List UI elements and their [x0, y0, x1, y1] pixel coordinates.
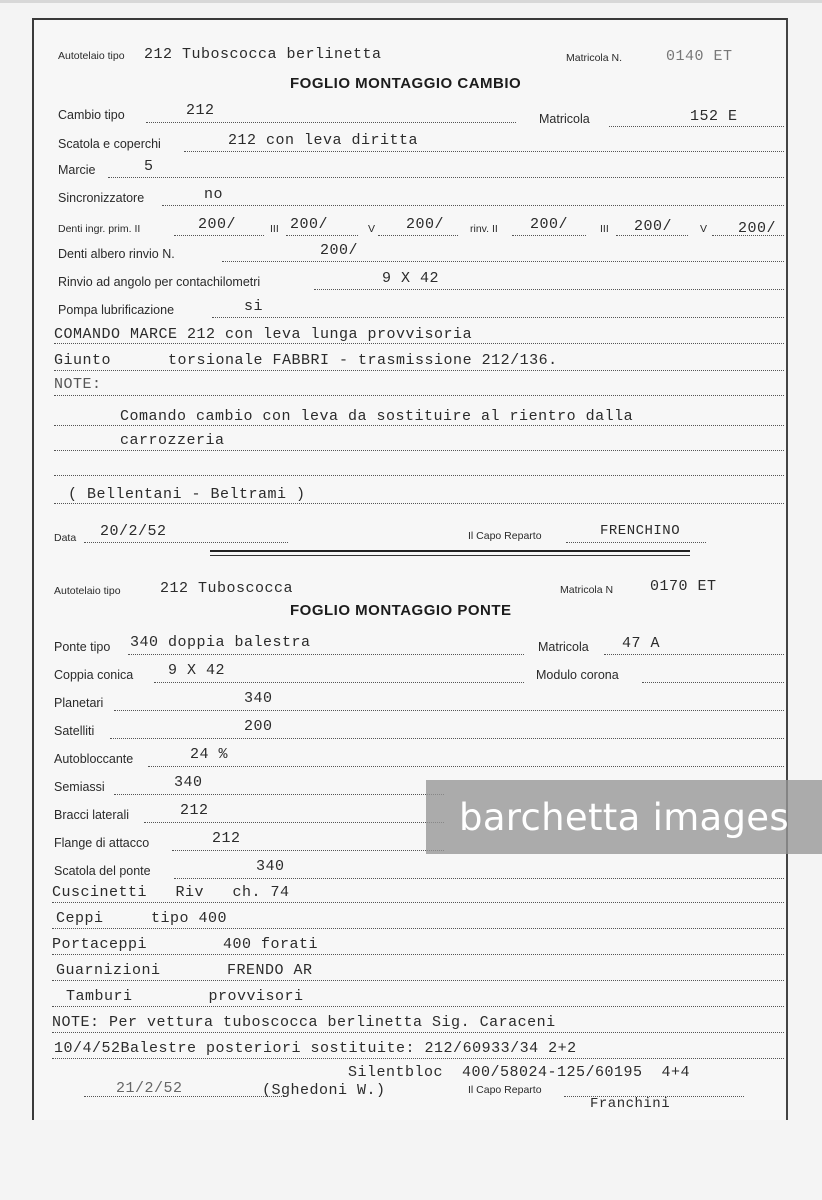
planetari-label: Planetari — [54, 696, 104, 710]
dotted-line — [128, 654, 524, 655]
ponte-autotelaio-value: 212 Tuboscocca — [160, 580, 294, 597]
dotted-line — [114, 710, 784, 711]
dotted-line — [52, 928, 784, 929]
note-label: NOTE: — [54, 376, 102, 393]
dotted-line — [146, 122, 516, 123]
ponte-title: FOGLIO MONTAGGIO PONTE — [290, 602, 512, 619]
dotted-line — [148, 766, 784, 767]
dotted-line — [54, 370, 784, 371]
ponte-signature: (Sghedoni W.) — [262, 1082, 386, 1099]
modulo-label: Modulo corona — [536, 668, 619, 682]
dotted-line — [108, 177, 784, 178]
ponte-note-line-2: 10/4/52Balestre posteriori sostituite: 212/60933/34 2+2 — [54, 1040, 577, 1057]
ponte-matricola-label: Matricola — [538, 640, 589, 654]
dotted-line — [604, 654, 784, 655]
rinv-v-label: V — [700, 223, 708, 235]
ponte-data-value: 21/2/52 — [116, 1080, 183, 1097]
rinvio-label: Rinvio ad angolo per contachilometri — [58, 275, 261, 289]
ponte-capo-label: Il Capo Reparto — [468, 1084, 542, 1096]
dotted-line — [609, 126, 784, 127]
matricola-n-value: 0140 ET — [666, 48, 733, 65]
dotted-line — [114, 794, 444, 795]
dotted-line — [314, 289, 784, 290]
dotted-line — [174, 878, 784, 879]
dotted-line — [378, 235, 458, 236]
matricola-n-label: Matricola N. — [566, 52, 623, 64]
section-divider — [210, 555, 690, 556]
bracci-label: Bracci laterali — [54, 808, 130, 822]
dotted-line — [54, 425, 784, 426]
albero-value: 200/ — [320, 242, 359, 259]
denti-iii-value: 200/ — [290, 216, 329, 233]
rinv-iii-label: III — [600, 223, 609, 235]
flange-value: 212 — [212, 830, 241, 847]
cambio-tipo-value: 212 — [186, 102, 215, 119]
ponte-matricola-n-label: Matricola N — [560, 584, 614, 596]
sincro-value: no — [204, 186, 224, 203]
dotted-line — [512, 235, 586, 236]
bracci-value: 212 — [180, 802, 209, 819]
rinv-ii-value: 200/ — [530, 216, 569, 233]
dotted-line — [642, 682, 784, 683]
ponte-note-line-3: Silentbloc 400/58024-125/60195 4+4 — [348, 1064, 691, 1081]
sincro-label: Sincronizzatore — [58, 191, 145, 205]
dotted-line — [616, 235, 688, 236]
dotted-line — [222, 261, 784, 262]
matricola-value: 152 E — [690, 108, 738, 125]
scatola-ponte-label: Scatola del ponte — [54, 864, 151, 878]
dotted-line — [52, 1006, 784, 1007]
denti-iii-label: III — [270, 223, 279, 235]
coppia-value: 9 X 42 — [168, 662, 226, 679]
dotted-line — [144, 822, 444, 823]
dotted-line — [52, 1032, 784, 1033]
dotted-line — [212, 317, 784, 318]
rinv-v-value: 200/ — [738, 220, 777, 237]
cambio-tipo-label: Cambio tipo — [58, 108, 125, 122]
section-divider — [210, 550, 690, 552]
dotted-line — [174, 235, 264, 236]
denti-ii-value: 200/ — [198, 216, 237, 233]
dotted-line — [172, 850, 444, 851]
dotted-line — [54, 395, 784, 396]
dotted-line — [52, 1058, 784, 1059]
dotted-line — [162, 205, 784, 206]
giunto-line: Giunto torsionale FABBRI - trasmissione 212/136. — [54, 352, 558, 369]
matricola-label: Matricola — [539, 112, 590, 126]
satelliti-value: 200 — [244, 718, 273, 735]
dotted-line — [184, 151, 784, 152]
ponte-tipo-value: 340 doppia balestra — [130, 634, 311, 651]
comando-line: COMANDO MARCE 212 con leva lunga provvisoria — [54, 326, 473, 343]
pompa-label: Pompa lubrificazione — [58, 303, 175, 317]
ponte-autotelaio-label: Autotelaio tipo — [54, 585, 121, 597]
dotted-line — [54, 450, 784, 451]
semiassi-value: 340 — [174, 774, 203, 791]
note-line-2: carrozzeria — [120, 432, 225, 449]
assembly-sheet — [32, 18, 788, 1120]
dotted-line — [52, 954, 784, 955]
planetari-value: 340 — [244, 690, 273, 707]
ponte-tipo-label: Ponte tipo — [54, 640, 111, 654]
ponte-matricola-value: 47 A — [622, 635, 661, 652]
dotted-line — [286, 235, 358, 236]
top-edge — [0, 0, 822, 3]
scatola-label: Scatola e coperchi — [58, 137, 161, 151]
dotted-line — [154, 682, 524, 683]
dotted-line — [84, 1096, 284, 1097]
data-label: Data — [54, 532, 77, 544]
portaceppi-line: Portaceppi 400 forati — [52, 936, 319, 953]
autobloccante-label: Autobloccante — [54, 752, 134, 766]
capo-value: FRENCHINO — [600, 523, 681, 539]
scatola-ponte-value: 340 — [256, 858, 285, 875]
scatola-value: 212 con leva diritta — [228, 132, 419, 149]
signatures: ( Bellentani - Beltrami ) — [68, 486, 306, 503]
tamburi-line: Tamburi provvisori — [66, 988, 304, 1005]
watermark: barchetta images — [426, 780, 822, 854]
dotted-line — [54, 343, 784, 344]
data-value: 20/2/52 — [100, 523, 167, 540]
ceppi-line: Ceppi tipo 400 — [56, 910, 228, 927]
cambio-title: FOGLIO MONTAGGIO CAMBIO — [290, 75, 522, 92]
albero-label: Denti albero rinvio N. — [58, 247, 175, 261]
denti-label: Denti ingr. prim. II — [58, 223, 141, 235]
rinv-iii-value: 200/ — [634, 218, 673, 235]
coppia-label: Coppia conica — [54, 668, 134, 682]
dotted-line — [566, 542, 706, 543]
guarnizioni-line: Guarnizioni FRENDO AR — [56, 962, 313, 979]
note-line-1: Comando cambio con leva da sostituire al rientro dalla — [120, 408, 634, 425]
marcie-value: 5 — [144, 158, 154, 175]
capo-label: Il Capo Reparto — [468, 530, 542, 542]
denti-v-value: 200/ — [406, 216, 445, 233]
ponte-note-line-1: NOTE: Per vettura tuboscocca berlinetta Sig. Caraceni — [52, 1014, 556, 1031]
dotted-line — [110, 738, 784, 739]
satelliti-label: Satelliti — [54, 724, 95, 738]
semiassi-label: Semiassi — [54, 780, 105, 794]
dotted-line — [84, 542, 288, 543]
denti-v-label: V — [368, 223, 376, 235]
autobloccante-value: 24 % — [190, 746, 229, 763]
dotted-line — [54, 475, 784, 476]
ponte-capo-value: Franchini — [590, 1096, 671, 1112]
flange-label: Flange di attacco — [54, 836, 150, 850]
cuscinetti-line: Cuscinetti Riv ch. 74 — [52, 884, 290, 901]
dotted-line — [52, 902, 784, 903]
rinv-ii-label: rinv. II — [470, 223, 498, 235]
autotelaio-value: 212 Tuboscocca berlinetta — [144, 46, 382, 63]
dotted-line — [52, 980, 784, 981]
dotted-line — [54, 503, 784, 504]
pompa-value: si — [244, 298, 264, 315]
autotelaio-label: Autotelaio tipo — [58, 50, 125, 62]
rinvio-value: 9 X 42 — [382, 270, 440, 287]
ponte-matricola-n-value: 0170 ET — [650, 578, 717, 595]
marcie-label: Marcie — [58, 163, 96, 177]
